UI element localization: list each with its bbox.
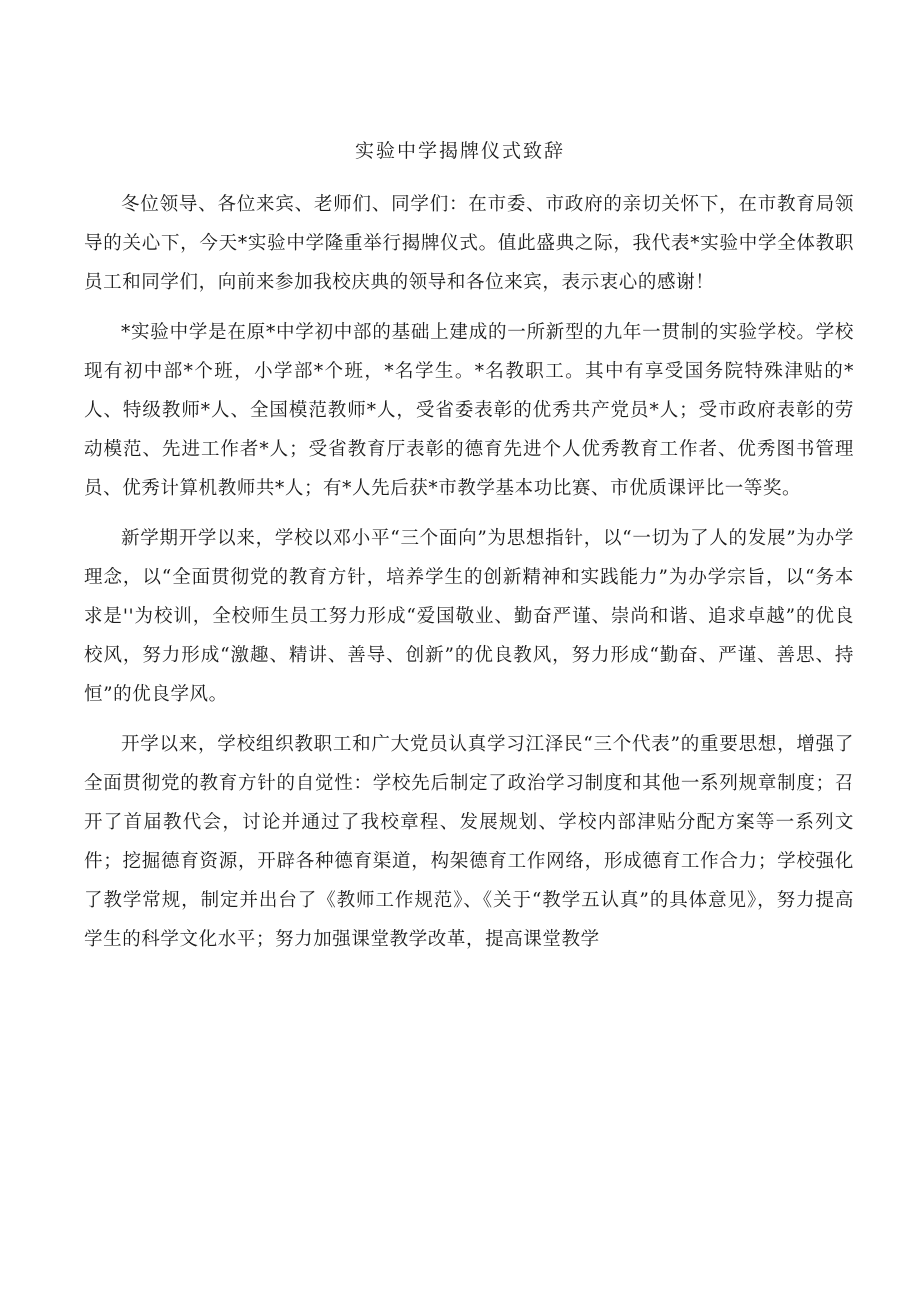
document-title: 实验中学揭牌仪式致辞 [354,140,565,162]
document-body [84,185,854,970]
paragraph-school-overview: *实验中学是在原*中学初中部的基础上建成的一所新型的九年一贯制的实验学校。学校现有初中部*个班，小学部*个班，*名学生。*名教职工。其中有享受国务院特殊津贴的*人、特级教师*人、全国模范教师*人，受省委表彰的优秀共产党员*人；受市政府表彰的劳动模范、先进工作者*人；受省教育厅表彰的德育先进个人优秀教育工作者、优秀图书管理员、优秀计算机教师共*人；有*人先后获*市教学基本功比赛、市优质课评比一等奖。 [84,322,854,499]
paragraph-school-philosophy: 新学期开学以来，学校以邓小平“三个面向”为思想指针，以“一切为了人的发展”为办学理念，以“全面贯彻党的教育方针，培养学生的创新精神和实践能力”为办学宗旨，以“务本求是''为校训，全校师生员工努力形成“爱国敬业、勤奋严谨、崇尚和谐、追求卓越”的优良校风，努力形成“激趣、精讲、善导、创新”的优良教风，努力形成“勤奋、严谨、善思、持恒”的优良学风。 [84,528,854,705]
paragraph-greeting: 冬位领导、各位来宾、老师们、同学们：在市委、市政府的亲切关怀下，在市教育局领导的关心下，今天*实验中学隆重举行揭牌仪式。值此盛典之际，我代表*实验中学全体教职员工和同学们，向前来参加我校庆典的领导和各位来宾，表示衷心的感谢！ [84,194,854,293]
paragraph-achievements: 开学以来，学校组织教职工和广大党员认真学习江泽民“三个代表”的重要思想，增强了全面贯彻党的教育方针的自觉性：学校先后制定了政治学习制度和其他一系列规章制度；召开了首届教代会，讨论并通过了我校章程、发展规划、学校内部津贴分配方案等一系列文件；挖掘德育资源，开辟各种德育渠道，构架德育工作网络，形成德育工作合力；学校强化了教学常规，制定并出台了《教师工作规范》、《关于“教学五认真”的具体意见》，努力提高学生的科学文化水平；努力加强课堂教学改革，提高课堂教学 [84,734,854,950]
